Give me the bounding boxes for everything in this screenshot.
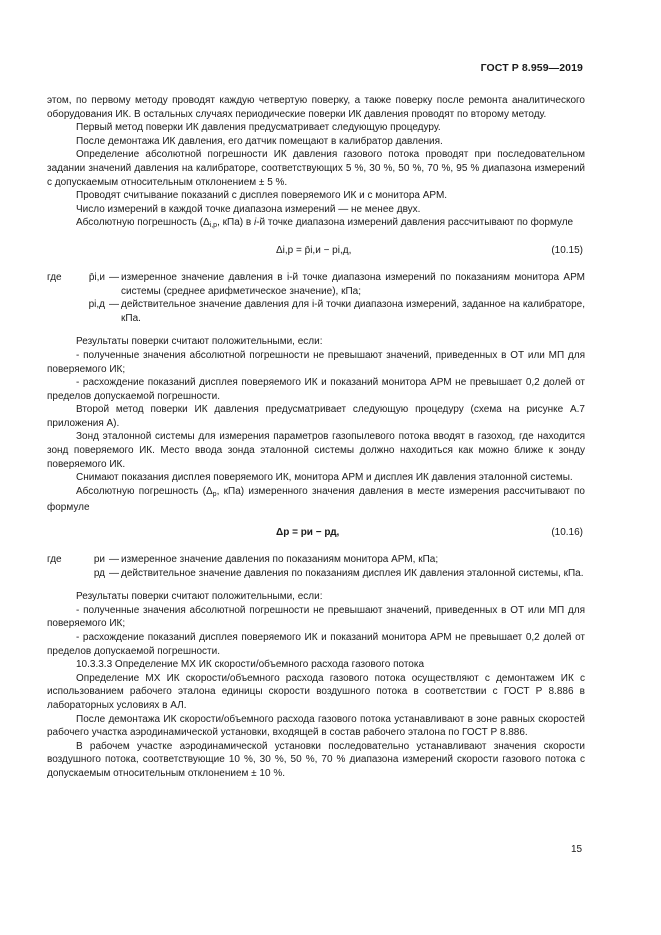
paragraph: Определение МХ ИК скорости/объемного расхода газового потока осуществляют с демонтажем ИК с использованием рабочего эталона единицы скорости воздушного потока в соответствии с ГОСТ Р 8.886 в лабораторных условиях в АЛ. — [47, 672, 585, 711]
definition-item: pi,д — действительное значение давления для i-й точки диапазона измерений, заданное на калибраторе, кПа. — [88, 299, 585, 324]
paragraph: Число измерений в каждой точке диапазона измерений — не менее двух. — [76, 203, 421, 215]
formula-number: (10.15) — [551, 244, 583, 256]
paragraph: Зонд эталонной системы для измерения параметров газопылевого потока вводят в газоход, где находится зонд поверяемого ИК. Место ввода зонда эталонной системы должно находиться как можно ближе к зонду поверяемого ИК. — [47, 431, 585, 470]
paragraph: Абсолютную погрешность ($\Delta_{i,р}$, кПа) в i-й точке диапазона измерений давления рассчитывают по формуле — [76, 217, 574, 230]
definition-item: где p̄i,и — измеренное значение давления в i-й точке диапазона измерений по показаниям монитора АРМ системы (среднее арифметическое значение), кПа; — [47, 271, 585, 297]
document-body — [47, 94, 585, 781]
paragraph: Проводят считывание показаний с дисплея поверяемого ИК и с монитора АРМ. — [76, 190, 448, 202]
paragraph: этом, по первому методу проводят каждую четвертую поверку, а также поверку после ремонта аналитического оборудования ИК. В остальных случаях периодические поверки ИК давления проводят по второму методу. — [47, 95, 585, 120]
paragraph: Результаты поверки считают положительными, если: — [76, 591, 323, 603]
definition-item: рд — действительное значение давления по показаниям дисплея ИК давления эталонной системы, кПа. — [93, 567, 584, 579]
list-item: - полученные значения абсолютной погрешности не превышают значений, приведенных в ОТ или МП для поверяемого ИК; — [47, 349, 585, 375]
paragraph: Результаты поверки считают положительными, если: — [76, 336, 323, 348]
list-item: - расхождение показаний дисплея поверяемого ИК и показаний монитора АРМ не превышает 0,2 долей от пределов допускаемой погрешности. — [47, 632, 585, 657]
document-header: ГОСТ Р 8.959—2019 — [480, 62, 583, 74]
formula-expression: Δр = ри − рд, — [276, 527, 340, 539]
list-item: - полученные значения абсолютной погрешности не превышают значений, приведенных в ОТ или МП для поверяемого ИК; — [47, 604, 585, 630]
paragraph: Абсолютную погрешность ($\Delta_р$, кПа) измеренного значения давления в месте измерения рассчитывают по формуле — [47, 485, 585, 514]
formula-expression: Δi,р = p̄i,и − pi,д, — [276, 244, 352, 256]
paragraph: После демонтажа ИК давления, его датчик помещают в калибратор давления. — [76, 135, 443, 147]
formula-number: (10.16) — [551, 527, 583, 539]
paragraph: Второй метод поверки ИК давления предусматривает следующую процедуру (схема на рисунке А.7 приложения А). — [47, 404, 585, 429]
paragraph: В рабочем участке аэродинамической установки последовательно устанавливают значения скорости воздушного потока, соответствующие 10 %, 30 %, 50 %, 70 % диапазона измерений скорости газового потока с допускаемым относительным отклонением ± 10 %. — [47, 740, 585, 779]
definition-item: где ри — измеренное значение давления по показаниям монитора АРМ, кПа; — [47, 554, 439, 566]
paragraph: Первый метод поверки ИК давления предусматривает следующую процедуру. — [76, 122, 441, 134]
list-item: - расхождение показаний дисплея поверяемого ИК и показаний монитора АРМ не превышает 0,2 долей от пределов допускаемой погрешности. — [47, 377, 585, 402]
formula-10-15 — [47, 241, 585, 265]
formula-10-16 — [47, 523, 585, 547]
paragraph: Определение абсолютной погрешности ИК давления газового потока проводят при последовательном задании значений давления на калибраторе, соответствующих 5 %, 30 %, 50 %, 70 %, 95 % диапазона измерений с допускаемым относительным отклонением ± 5 %. — [47, 149, 585, 188]
paragraph: Снимают показания дисплея поверяемого ИК, монитора АРМ и дисплея ИК давления эталонной системы. — [76, 472, 573, 484]
section-heading: 10.3.3.3 Определение МХ ИК скорости/объемного расхода газового потока — [76, 659, 425, 671]
page-number: 15 — [571, 844, 583, 855]
paragraph: После демонтажа ИК скорости/объемного расхода газового потока устанавливают в зоне равных скоростей рабочего участка аэродинамической установки, входящей в состав рабочего эталона по ГОСТ Р 8.886. — [47, 713, 585, 739]
